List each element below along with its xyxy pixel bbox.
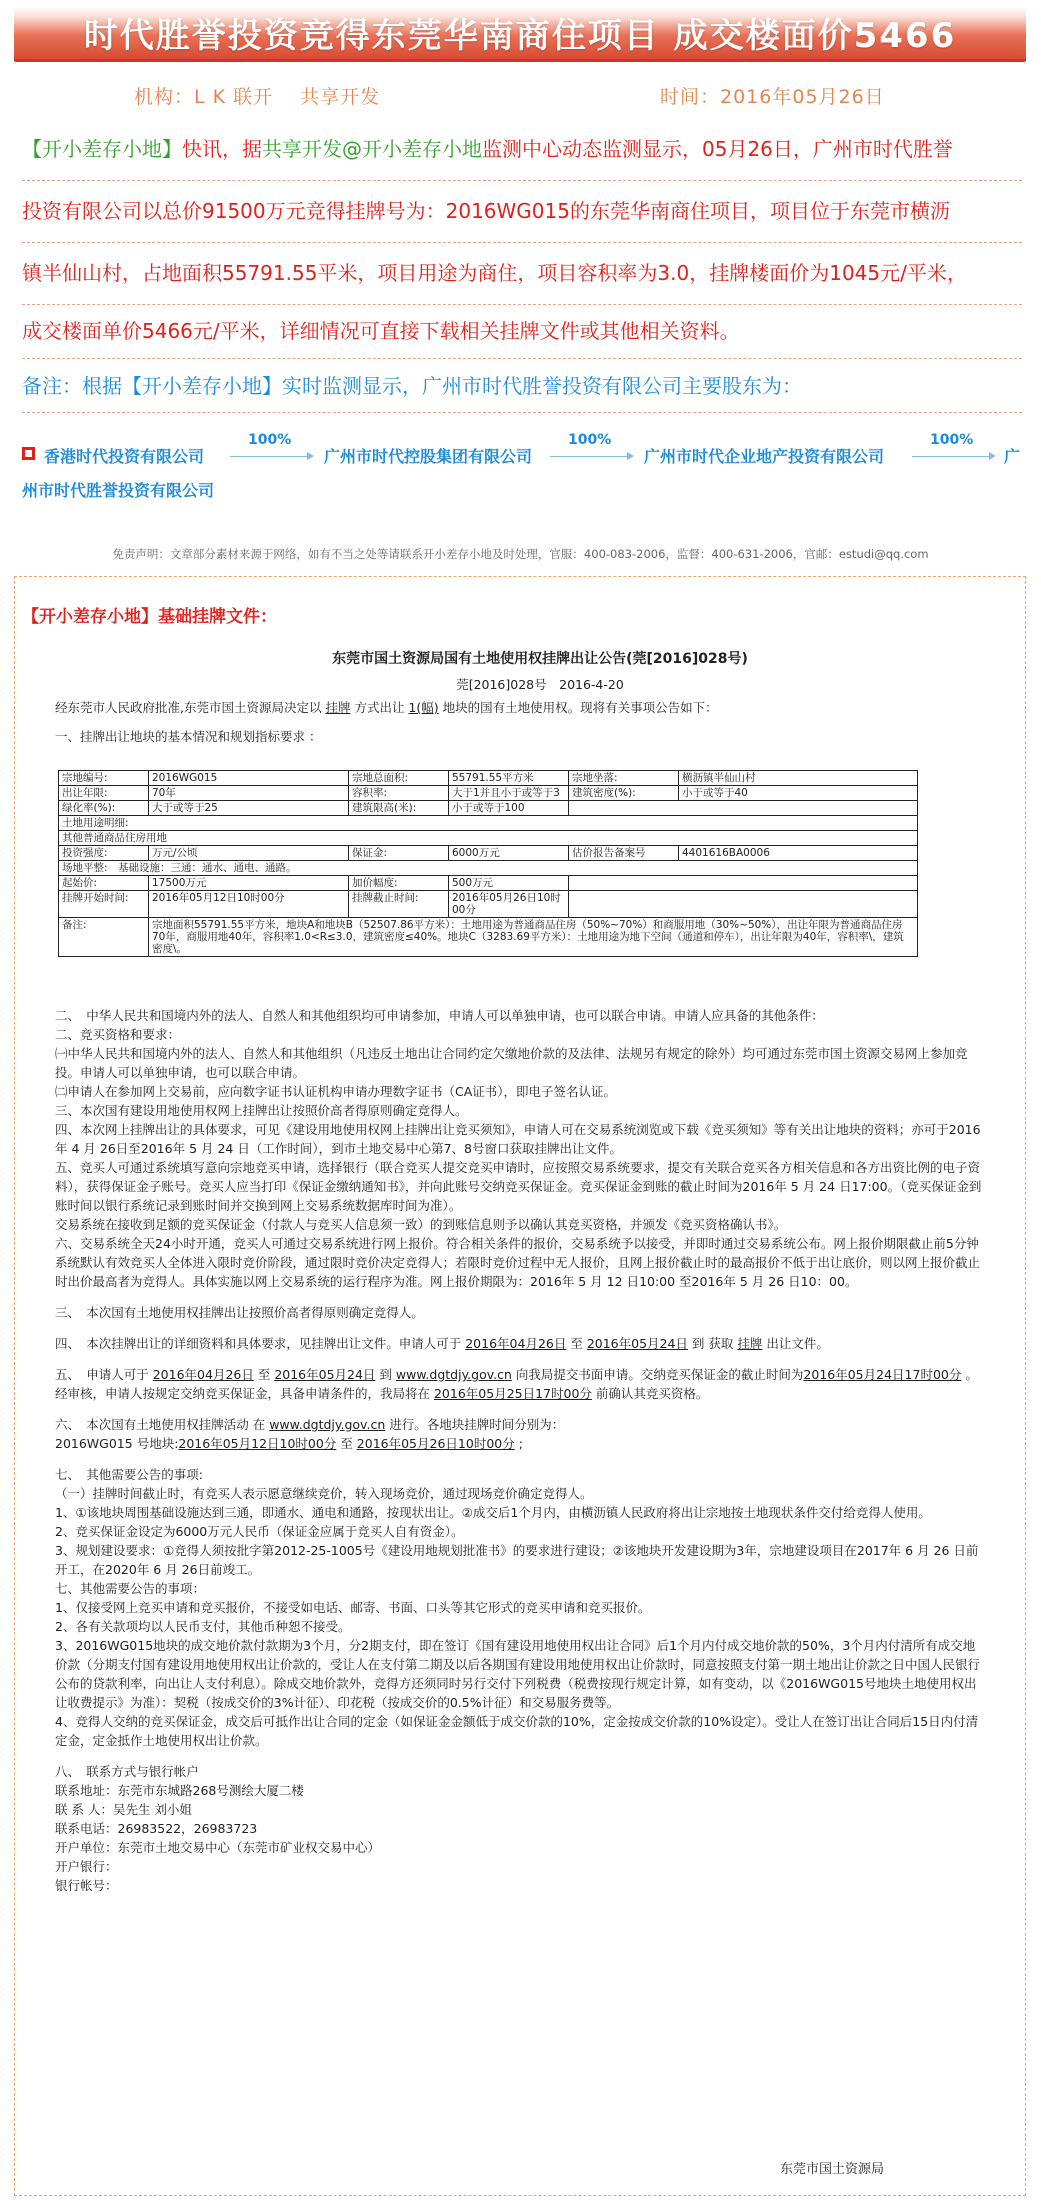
paragraph: 四、本次网上挂牌出让的具体要求，可见《建设用地使用权网上挂牌出让竞买须知》，申请人可在交易系统浏览或下载《竞买须知》等有关出让地块的资料；亦可于2016年 4 月 26日至2016年 5 月 24 日（工作时间），到市土地交易中心第7、8号窗口获取挂牌出让文件。 <box>55 1122 981 1156</box>
table-cell: 建筑密度(%): <box>569 786 679 801</box>
text: ; <box>514 1436 523 1451</box>
table-cell: 其他普通商品住房用地 <box>59 831 918 846</box>
table-cell: 投资强度: <box>59 846 149 861</box>
table-cell <box>569 876 918 891</box>
company-4-start[interactable]: 广 <box>1004 447 1021 466</box>
paragraph: 七、其他需要公告的事项： <box>55 1581 206 1596</box>
table-row <box>59 831 918 846</box>
text: 向我局提交书面申请。交纳竞买保证金的截止时间为 <box>511 1367 804 1382</box>
table-cell: 万元/公顷 <box>149 846 349 861</box>
flash-line-1 <box>22 134 1022 164</box>
table-cell: 建筑限高(米): <box>349 801 449 816</box>
document-number: 莞[2016]028号 2016-4-20 <box>456 677 624 692</box>
text: 前确认其竞买资格。 <box>591 1386 709 1401</box>
section-1-heading: 一、挂牌出让地块的基本情况和规划指标要求 ： <box>55 729 322 744</box>
stake-percent: 100% <box>248 432 292 448</box>
text: 经东莞市人民政府批准,东莞市国土资源局决定以 <box>55 700 326 715</box>
account-number: 银行帐号： <box>55 1878 118 1893</box>
text: 至 <box>253 1367 275 1382</box>
table-cell: 大于或等于25 <box>149 801 349 816</box>
brand-tag: 【开小差存小地】 <box>22 137 182 161</box>
arrow-right-icon <box>989 452 996 460</box>
table-cell: 17500万元 <box>149 876 349 891</box>
table-cell: 55791.55平方米 <box>449 771 569 786</box>
page-title: 时代胜誉投资竞得东莞华南商住项目 成交楼面价5466 <box>83 16 957 56</box>
text: 出让文件。 <box>762 1336 829 1351</box>
text: 到 <box>375 1367 396 1382</box>
table-cell: 大于1并且小于或等于3 <box>449 786 569 801</box>
table-row <box>59 801 918 816</box>
table-cell: 出让年限: <box>59 786 149 801</box>
company-2[interactable]: 广州市时代控股集团有限公司 <box>324 447 533 466</box>
table-cell: 挂牌截止时间: <box>349 891 449 918</box>
paragraph: 3、规划建设要求：①竞得人须按批字第2012-25-1005号《建设用地规划批准书》的要求进行建设；②该地块开发建设期为3年，宗地建设项目在2017年 6 月 26 日前开工，在2020年 6 月 26日前竣工。 <box>55 1543 979 1577</box>
contact-address: 联系地址：东莞市东城路268号测绘大厦二楼 <box>55 1783 304 1798</box>
text: 2016年05月12日10时00分 <box>178 1436 337 1451</box>
divider <box>22 412 1022 413</box>
paragraph: 1、仅接受网上竞买申请和竞买报价，不接受如电话、邮寄、书面、口头等其它形式的竞买申请和竞买报价。 <box>55 1600 651 1615</box>
paragraph <box>55 1415 985 1434</box>
arrow-3 <box>912 432 998 464</box>
paragraph: 1、①该地块周围基础设施达到三通，即通水、通电和通路，按现状出让。②成交后1个月内，由横沥镇人民政府将出让宗地按土地现状条件交付给竞得人使用。 <box>55 1505 931 1520</box>
text: 。经审核，申请人按规定交纳竞买保证金，具备申请条件的，我局将在 <box>55 1367 978 1401</box>
divider <box>22 304 1022 305</box>
company-icon <box>22 447 35 460</box>
paragraph: 3、2016WG015地块的成交地价款付款期为3个月，分2期支付，即在签订《国有建设用地使用权出让合同》后1个月内付成交地价款的50%，3个月内付清所有成交地价款（分期支付国有建设用地使用权出让价款的，受让人在支付第二期及以后各期国有建设用地使用权出让价款时，同意按照支付第一期土地出让价款之日中国人民银行公布的贷款利率，向出让人支付利息）。除成交地价款外，竞得方还须同时另行交付下列税费（税费按现行规定计算，如有变动，以《2016WG015号地块土地使用权出让收费提示》为准）：契税（按成交价的3%计征）、印花税（按成交价的0.5%计征）和交易服务费等。 <box>55 1638 981 1710</box>
paragraph: 交易系统在接收到足额的竞买保证金（付款人与竞买人信息须一致）的到账信息则予以确认其竞买资格，并颁发《竞买资格确认书》。 <box>55 1217 787 1232</box>
document-heading: 【开小差存小地】基础挂牌文件： <box>22 607 277 627</box>
announcement-document <box>55 650 985 1893</box>
table-cell: 2016年05月26日10时00分 <box>449 891 569 918</box>
paragraph: ㈡申请人在参加网上交易前，应向数字证书认证机构申请办理数字证书（CA证书），即电子签名认证。 <box>55 1084 617 1099</box>
flash-text: 监测中心动态监测显示，05月26日，广州市时代胜誉 <box>482 137 953 161</box>
text: 到 获取 <box>687 1336 738 1351</box>
table-cell: 6000万元 <box>449 846 569 861</box>
table-cell: 70年 <box>149 786 349 801</box>
paragraph <box>55 1434 985 1453</box>
paragraph: 2、竞买保证金设定为6000万元人民币（保证金应属于竞买人自有资金）。 <box>55 1524 464 1539</box>
table-cell: 4401616BA0006 <box>679 846 918 861</box>
text: 挂牌 <box>737 1336 763 1351</box>
table-cell: 2016WG015 <box>149 771 349 786</box>
table-cell: 宗地坐落: <box>569 771 679 786</box>
shareholder-note: 备注：根据【开小差存小地】实时监测显示，广州市时代胜誉投资有限公司主要股东为： <box>22 374 802 398</box>
company-3[interactable]: 广州市时代企业地产投资有限公司 <box>644 447 885 466</box>
table-cell: 小于或等于40 <box>679 786 918 801</box>
text: 2016年05月26日10时00分 <box>356 1436 515 1451</box>
account-holder: 开户单位：东莞市土地交易中心（东莞市矿业权交易中心） <box>55 1840 381 1855</box>
table-row <box>59 861 918 876</box>
table-cell: 500万元 <box>449 876 569 891</box>
text: 1(幅) <box>408 700 439 715</box>
flash-line-2: 投资有限公司以总价91500万元竞得挂牌号为：2016WG015的东莞华南商住项目，项目位于东莞市横沥 <box>22 199 950 223</box>
text: 五、 申请人可于 <box>55 1367 153 1382</box>
disclaimer: 免责声明：文章部分素材来源于网络，如有不当之处等请联系开小差存小地及时处理，官服：400-083-2006，监督：400-631-2006，官邮：estudi@qq.com <box>112 547 929 561</box>
website-link[interactable]: www.dgtdjy.gov.cn <box>395 1367 512 1382</box>
table-row <box>59 786 918 801</box>
header-banner <box>14 6 1026 62</box>
table-cell: 加价幅度: <box>349 876 449 891</box>
table-cell: 横沥镇半仙山村 <box>679 771 918 786</box>
divider <box>22 180 1022 181</box>
table-cell: 绿化率(%): <box>59 801 149 816</box>
text: 挂牌 <box>325 700 351 715</box>
intro-paragraph <box>55 698 985 717</box>
table-cell: 宗地编号: <box>59 771 149 786</box>
text: 2016年04月26日 <box>152 1367 254 1382</box>
table-row <box>59 816 918 831</box>
arrow-1 <box>230 432 316 464</box>
table-cell: 宗地面积55791.55平方米，地块A和地块B（52507.86平方米）：土地用途为普通商品住房（50%~70%）和商服用地（30%~50%），出让年限为普通商品住房70年，商服用地40年，容积率1.0<R≤3.0，建筑密度≤40%。地块C（3283.69平方米）：土地用途为地下空间（通道和停车），出让年限为40年，容积率\，建筑密度\。 <box>149 918 918 957</box>
document-body <box>55 1006 985 1895</box>
table-cell: 宗地总面积: <box>349 771 449 786</box>
document-title: 东莞市国土资源局国有土地使用权挂牌出让公告(莞[2016]028号) <box>332 651 748 667</box>
account-bank: 开户银行： <box>55 1859 118 1874</box>
paragraph: 2、各有关款项均以人民币支付，其他币种恕不接受。 <box>55 1619 351 1634</box>
text: 地块的国有土地使用权。现将有关事项公告如下： <box>438 700 718 715</box>
contact-phone: 联系电话：26983522，26983723 <box>55 1821 258 1836</box>
paragraph <box>55 1334 985 1353</box>
paragraph: 八、 联系方式与银行帐户 <box>55 1764 199 1779</box>
text: 进行。各地块挂牌时间分别为： <box>385 1417 565 1432</box>
paragraph: 七、 其他需要公告的事项: <box>55 1467 203 1482</box>
table-cell: 2016年05月12日10时00分 <box>149 891 349 918</box>
paragraph: ㈠中华人民共和国境内外的法人、自然人和其他组织（凡违反土地出让合同约定欠缴地价款的及法律、法规另有规定的除外）均可通过东莞市国土资源交易网上参加竞投。申请人可以单独申请，也可以联合申请。 <box>55 1046 968 1080</box>
stake-percent: 100% <box>568 432 612 448</box>
contact-person: 联 系 人：吴先生 刘小姐 <box>55 1802 192 1817</box>
text: 方式出让 <box>350 700 409 715</box>
text: 六、 本次国有土地使用权挂牌活动 在 <box>55 1417 270 1432</box>
text: 2016年04月26日 <box>465 1336 567 1351</box>
flash-line-3: 镇半仙山村，占地面积55791.55平米，项目用途为商住，项目容积率为3.0，挂牌楼面价为1045元/平米， <box>22 261 967 285</box>
paragraph: 六、交易系统全天24小时开通，竞买人可通过交易系统进行网上报价。符合相关条件的报价，交易系统予以接受，并即时通过交易系统公布。网上报价期限截止前5分钟系统默认有效竞买人全体进入限时竞价阶段，通过限时竞价决定竞得人；若限时竞价过程中无人报价，且网上报价截止时的最高报价不低于出让底价，则以网上报价截止时出价最高者为竞得人。具体实施以网上交易系统的运行程序为准。网上报价期限为：2016年 5 月 12 日10:00 至2016年 5 月 26 日10：00。 <box>55 1236 981 1289</box>
parcel-spec-table <box>58 770 918 957</box>
table-row <box>59 876 918 891</box>
paragraph: 4、竞得人交纳的竞买保证金，成交后可抵作出让合同的定金（如保证金金额低于成交价款的10%，定金按成交价款的10%设定）。受让人在签订出让合同后15日内付清定金，定金抵作土地使用权出让价款。 <box>55 1714 979 1748</box>
table-cell <box>569 801 918 816</box>
table-cell: 保证金: <box>349 846 449 861</box>
table-cell: 小于或等于100 <box>449 801 569 816</box>
paragraph <box>55 1365 985 1403</box>
arrow-right-icon <box>307 452 314 460</box>
issuer-signature: 东莞市国土资源局 <box>780 2162 885 2177</box>
meta-time: 时间：2016年05月26日 <box>660 86 885 108</box>
text: 2016年05月24日 <box>586 1336 688 1351</box>
table-row <box>59 771 918 786</box>
table-row <box>59 918 918 957</box>
arrow-2 <box>550 432 636 464</box>
flash-text: 快讯，据 <box>182 137 262 161</box>
text: 至 <box>566 1336 587 1351</box>
table-cell: 起始价: <box>59 876 149 891</box>
text: 2016WG015 号地块: <box>55 1436 179 1451</box>
flash-line-4: 成交楼面单价5466元/平米，详细情况可直接下载相关挂牌文件或其他相关资料。 <box>22 319 740 343</box>
paragraph: 二、 中华人民共和国境内外的法人、自然人和其他组织均可申请参加，申请人可以单独申请，也可以联合申请。申请人应具备的其他条件： <box>55 1008 824 1023</box>
paragraph: 三、本次国有建设用地使用权网上挂牌出让按照价高者得原则确定竞得人。 <box>55 1103 468 1118</box>
text: 四、 本次挂牌出让的详细资料和具体要求，见挂牌出让文件。申请人可于 <box>55 1336 466 1351</box>
table-row <box>59 846 918 861</box>
table-cell <box>569 891 918 918</box>
paragraph: 二、竞买资格和要求： <box>55 1027 181 1042</box>
table-cell: 备注: <box>59 918 149 957</box>
table-cell: 场地平整: 基础设施：三通：通水、通电、通路。 <box>59 861 918 876</box>
text: 2016年05月24日 <box>274 1367 376 1382</box>
paragraph: 五、竞买人可通过系统填写意向宗地竞买申请，选择银行（联合竞买人提交竞买申请时，应按照交易系统要求，提交有关联合竞买各方相关信息和各方出资比例的电子资料），获得保证金子账号。竞买人应当打印《保证金缴纳通知书》，并向此账号交纳竞买保证金。竞买保证金到账的截止时间为2016年 5 月 24 日17:00。（竞买保证金到账时间以银行系统记录到账时间并交换到网上交易系统数据库时间为准）。 <box>55 1160 982 1213</box>
website-link[interactable]: www.dgtdjy.gov.cn <box>269 1417 386 1432</box>
table-cell: 容积率: <box>349 786 449 801</box>
arrow-right-icon <box>627 452 634 460</box>
divider <box>22 242 1022 243</box>
company-4[interactable]: 州市时代胜誉投资有限公司 <box>22 481 215 500</box>
text: 2016年05月24日17时00分 <box>803 1367 962 1382</box>
divider <box>22 358 1022 359</box>
table-cell: 挂牌开始时间: <box>59 891 149 918</box>
table-cell: 估价报告备案号 <box>569 846 679 861</box>
meta-org: 机构：L K 联开 共享开发 <box>134 86 381 108</box>
table-cell: 土地用途明细: <box>59 816 918 831</box>
paragraph: 三、 本次国有土地使用权挂牌出让按照价高者得原则确定竞得人。 <box>55 1305 424 1320</box>
table-row <box>59 891 918 918</box>
source-link[interactable]: 共享开发@开小差存小地 <box>262 137 482 161</box>
company-1[interactable]: 香港时代投资有限公司 <box>44 447 205 466</box>
paragraph: （一）挂牌时间截止时，有竞买人表示愿意继续竞价，转入现场竞价，通过现场竞价确定竞得人。 <box>55 1486 593 1501</box>
text: 至 <box>336 1436 357 1451</box>
stake-percent: 100% <box>930 432 974 448</box>
text: 2016年05月25日17时00分 <box>433 1386 592 1401</box>
